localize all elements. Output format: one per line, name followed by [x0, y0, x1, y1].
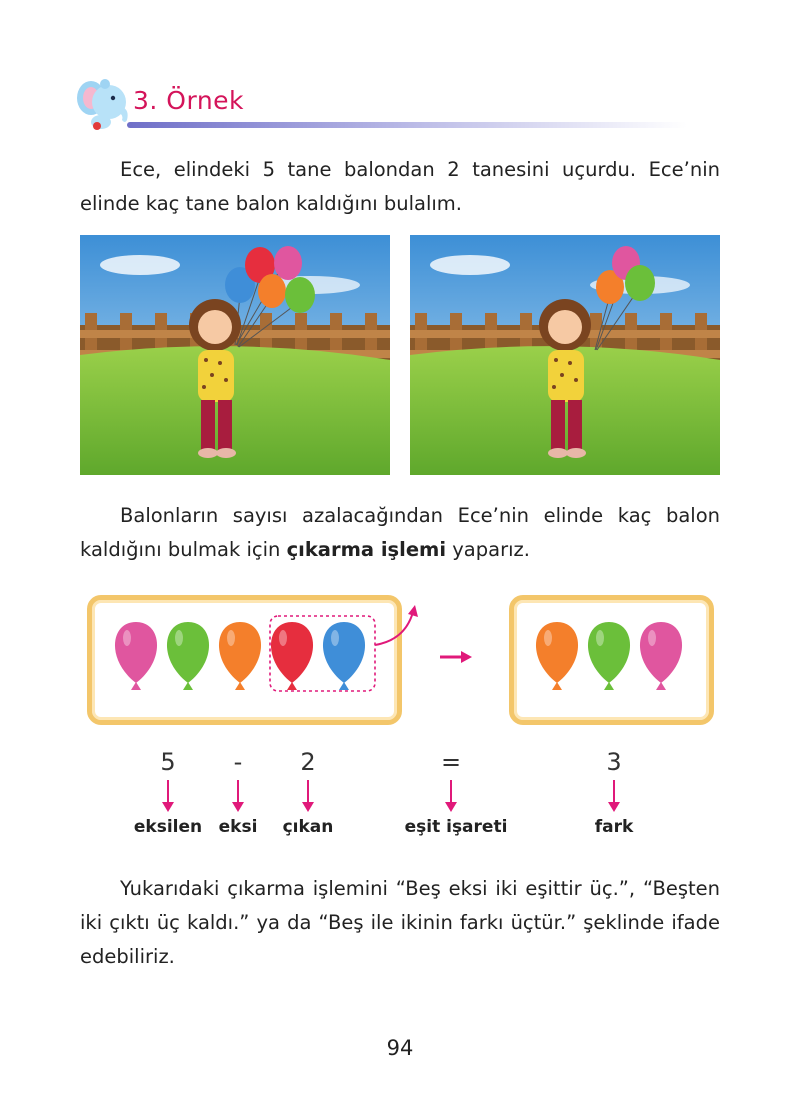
- down-arrow-icon: [604, 778, 624, 814]
- title-underline: [127, 122, 687, 128]
- page-number: 94: [386, 1036, 414, 1060]
- balloon-icon: [115, 622, 157, 690]
- explanation-text: [80, 499, 720, 567]
- balloon-icon: [588, 622, 630, 690]
- down-arrow-icon: [228, 778, 248, 814]
- label-minus: eksi: [218, 817, 258, 837]
- problem-text: [80, 153, 720, 221]
- label-result: fark: [594, 817, 634, 837]
- conclusion-sentence: Yukarıdaki çıkarma işlemini “Beş eksi iki eşittir üç.”, “Beşten iki çıktı üç kaldı.” ya da “Beş ile ikinin farkı üçtür.” şeklinde ifade edebiliriz.: [80, 877, 720, 968]
- balloon-icon: [323, 622, 365, 690]
- balloon-icon: [640, 622, 682, 690]
- scene-three-balloons: [410, 235, 720, 475]
- label-equals: eşit işareti: [404, 817, 508, 837]
- down-arrow-icon: [441, 778, 461, 814]
- balloon-icon: [167, 622, 209, 690]
- label-subtrahend: çıkan: [282, 817, 334, 837]
- equation-equals: =: [440, 748, 462, 776]
- equation-minus: -: [233, 748, 243, 776]
- explanation-after: yaparız.: [446, 538, 530, 561]
- example-header: [75, 72, 635, 134]
- explanation-bold: çıkarma işlemi: [286, 538, 447, 561]
- equation-subtrahend: 2: [300, 748, 316, 776]
- problem-sentence: Ece, elindeki 5 tane balondan 2 tanesini uçurdu. Ece’nin elinde kaç tane balon kaldığını bulalım.: [80, 158, 720, 215]
- example-title: 3. Örnek: [133, 86, 245, 115]
- balloon-icon: [271, 622, 313, 690]
- scene-five-balloons: [80, 235, 390, 475]
- down-arrow-icon: [158, 778, 178, 814]
- equation-result: 3: [606, 748, 622, 776]
- fly-away-arrow: [375, 612, 413, 645]
- equation-minuend: 5: [160, 748, 176, 776]
- label-minuend: eksilen: [133, 817, 203, 837]
- balloon-icon: [219, 622, 261, 690]
- explanation-before: Balonların sayısı azalacağından Ece’nin elinde kaç balon kaldığını bulmak için: [80, 504, 720, 561]
- conclusion-text: [80, 872, 720, 974]
- balloons-layer: [0, 590, 800, 720]
- elephant-mascot-icon: [75, 72, 133, 134]
- balloon-icon: [536, 622, 578, 690]
- down-arrow-icon: [298, 778, 318, 814]
